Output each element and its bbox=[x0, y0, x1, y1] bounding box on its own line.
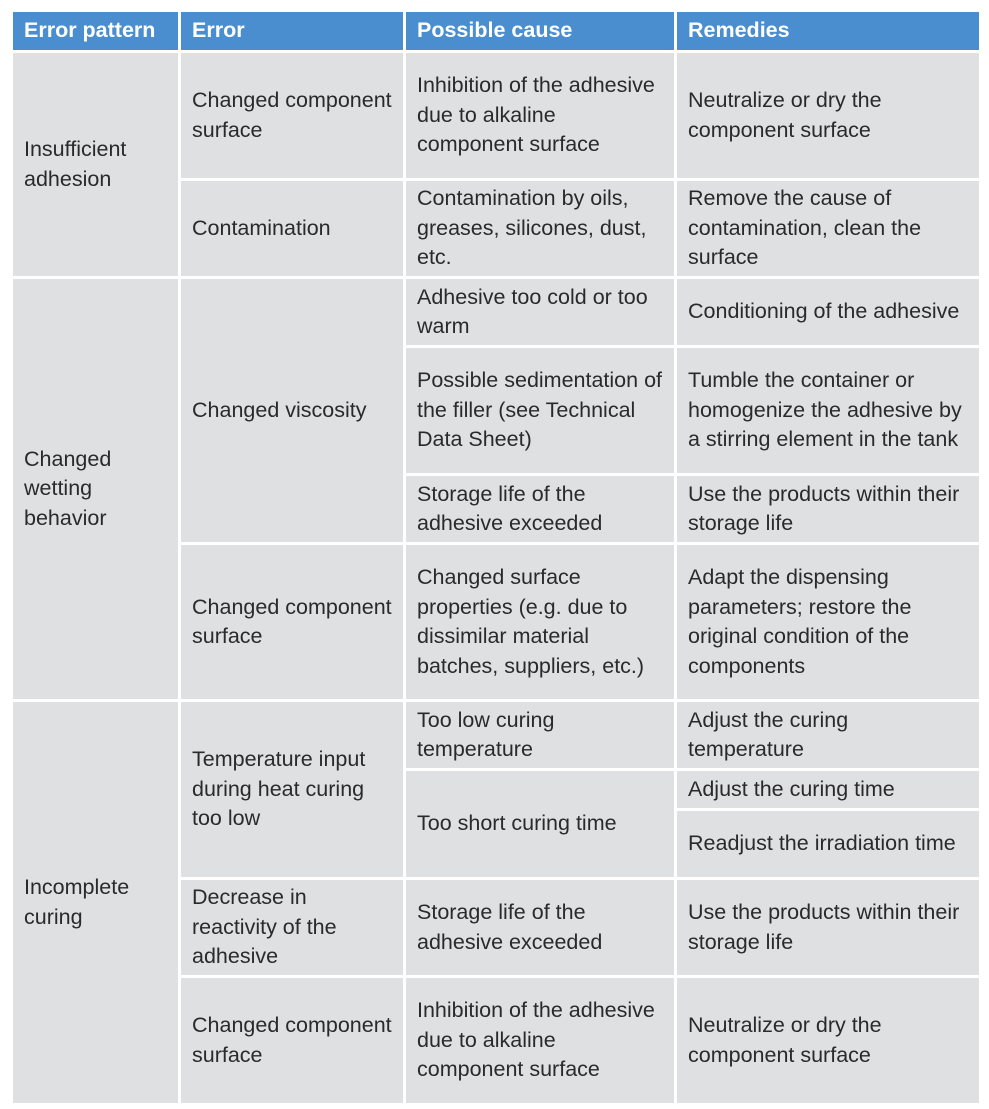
cause-cell: Inhibition of the adhesive due to alkaline component surface bbox=[405, 52, 676, 180]
error-cell: Changed component surface bbox=[180, 544, 405, 701]
cause-cell: Possible sedimentation of the filler (see Technical Data Sheet) bbox=[405, 347, 676, 475]
header-possible-cause: Possible cause bbox=[405, 11, 676, 52]
remedy-cell: Tumble the container or homogenize the adhesive by a stirring element in the tank bbox=[676, 347, 981, 475]
remedy-cell: Conditioning of the adhesive bbox=[676, 278, 981, 347]
error-cell: Changed component surface bbox=[180, 977, 405, 1105]
remedy-cell: Neutralize or dry the component surface bbox=[676, 52, 981, 180]
cause-cell: Too low curing temperature bbox=[405, 701, 676, 770]
remedy-cell: Readjust the irradiation time bbox=[676, 810, 981, 879]
cause-cell: Adhesive too cold or too warm bbox=[405, 278, 676, 347]
error-cell: Temperature input during heat curing too low bbox=[180, 701, 405, 879]
remedy-cell: Adjust the curing time bbox=[676, 770, 981, 810]
remedy-cell: Use the products within their storage life bbox=[676, 475, 981, 544]
table-row bbox=[12, 52, 981, 180]
error-pattern-cell: Incomplete curing bbox=[12, 701, 180, 1105]
cause-cell: Inhibition of the adhesive due to alkaline component surface bbox=[405, 977, 676, 1105]
error-cell: Contamination bbox=[180, 180, 405, 278]
error-cell: Changed viscosity bbox=[180, 278, 405, 544]
cause-cell: Storage life of the adhesive exceeded bbox=[405, 879, 676, 977]
table-row bbox=[12, 278, 981, 347]
header-error-pattern: Error pattern bbox=[12, 11, 180, 52]
cause-cell: Storage life of the adhesive exceeded bbox=[405, 475, 676, 544]
error-cell: Decrease in reactivity of the adhesive bbox=[180, 879, 405, 977]
remedy-cell: Adjust the curing temperature bbox=[676, 701, 981, 770]
remedy-cell: Remove the cause of contamination, clean the surface bbox=[676, 180, 981, 278]
header-error: Error bbox=[180, 11, 405, 52]
cause-cell: Too short curing time bbox=[405, 770, 676, 879]
cause-cell: Changed surface properties (e.g. due to dissimilar material batches, suppliers, etc.) bbox=[405, 544, 676, 701]
remedy-cell: Use the products within their storage life bbox=[676, 879, 981, 977]
remedy-cell: Neutralize or dry the component surface bbox=[676, 977, 981, 1105]
error-pattern-cell: Insufficient adhesion bbox=[12, 52, 180, 278]
header-remedies: Remedies bbox=[676, 11, 981, 52]
troubleshooting-table bbox=[10, 9, 982, 1106]
error-cell: Changed component surface bbox=[180, 52, 405, 180]
error-pattern-cell: Changed wetting behavior bbox=[12, 278, 180, 701]
remedy-cell: Adapt the dispensing parameters; restore the original condition of the components bbox=[676, 544, 981, 701]
cause-cell: Contamination by oils, greases, silicones, dust, etc. bbox=[405, 180, 676, 278]
header-row bbox=[12, 11, 981, 52]
table-row bbox=[12, 701, 981, 770]
